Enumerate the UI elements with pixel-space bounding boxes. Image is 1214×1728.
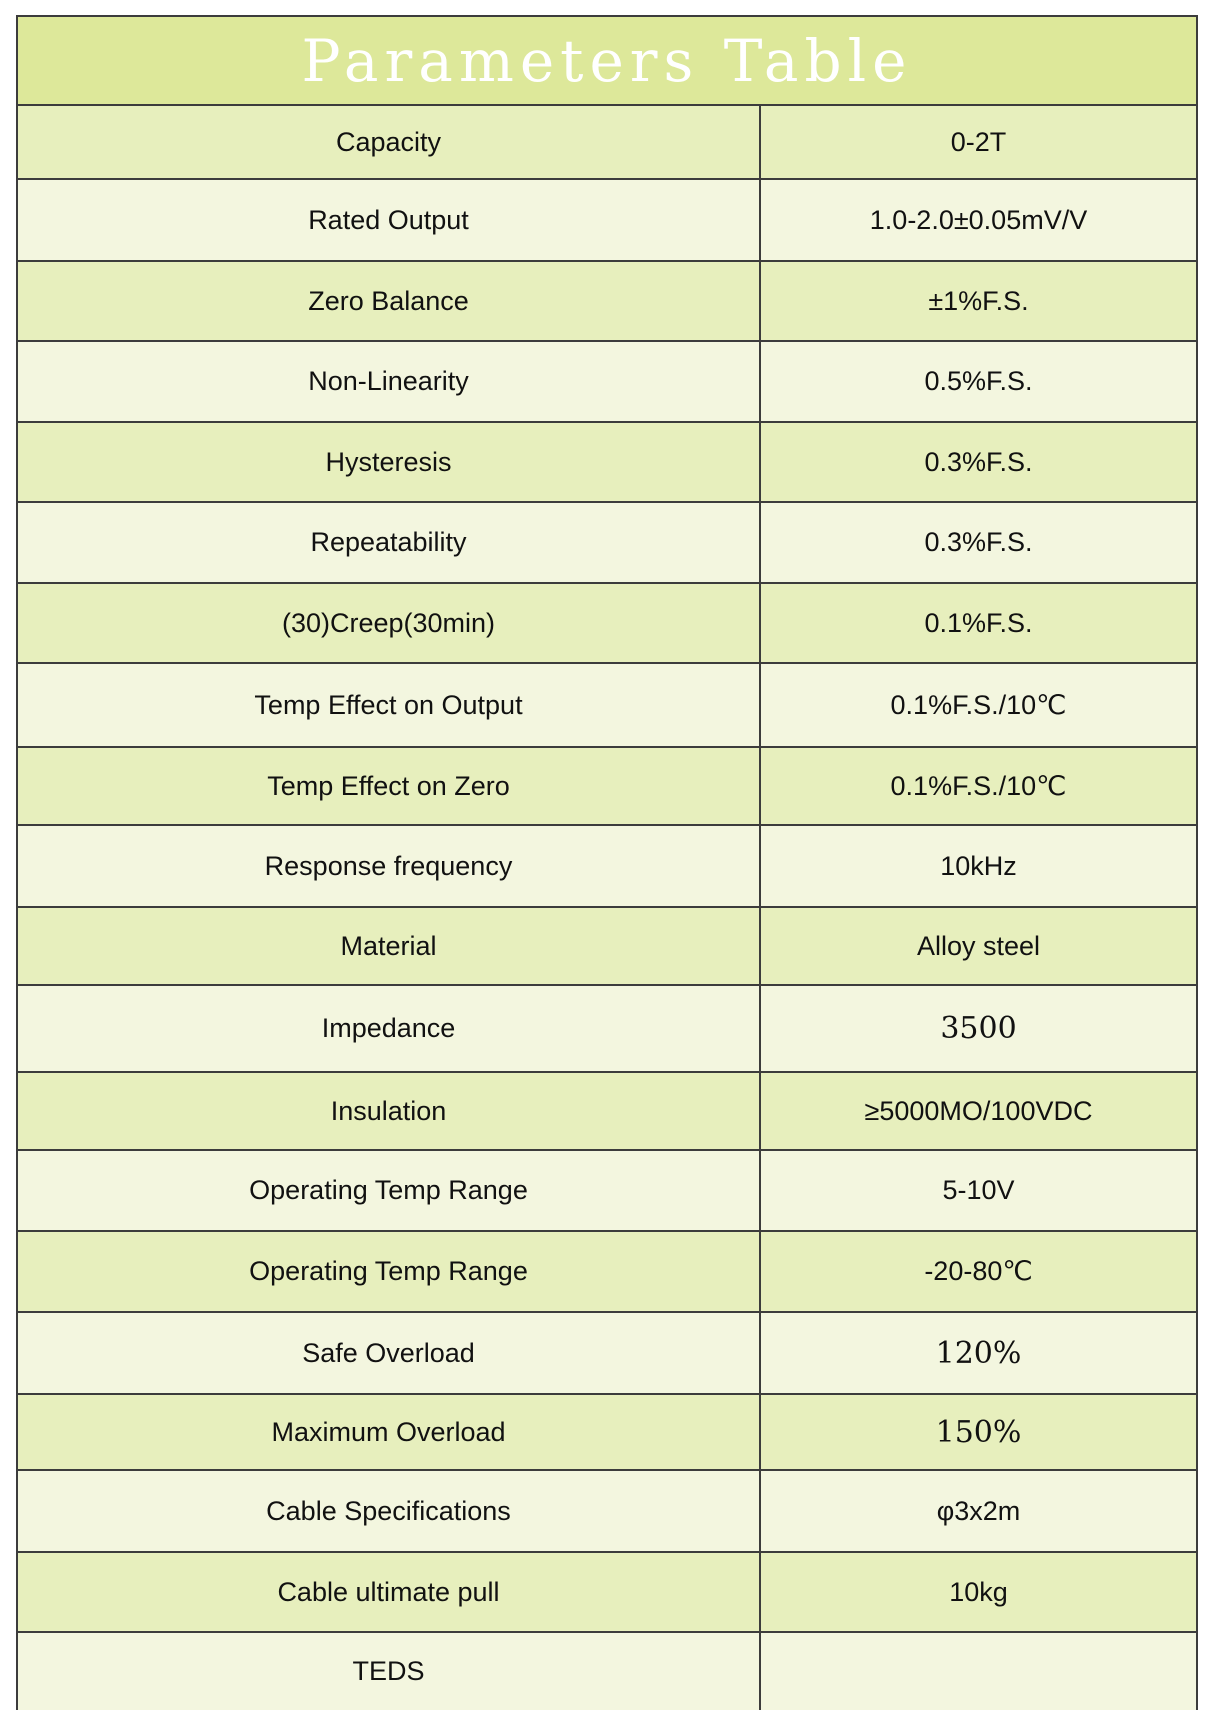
- parameter-value: 120%: [760, 1312, 1196, 1394]
- parameter-name: Non-Linearity: [18, 341, 760, 422]
- parameter-name: Temp Effect on Output: [18, 663, 760, 747]
- table-row: [18, 1312, 1196, 1394]
- parameter-value: 3500: [760, 985, 1196, 1072]
- parameter-name: Cable ultimate pull: [18, 1552, 760, 1632]
- parameter-name: Rated Output: [18, 179, 760, 261]
- parameter-name: Temp Effect on Zero: [18, 747, 760, 825]
- table-row: [18, 747, 1196, 825]
- parameter-value: 0-2T: [760, 106, 1196, 179]
- parameter-name: Response frequency: [18, 825, 760, 907]
- table-row: [18, 1632, 1196, 1710]
- parameter-name: Insulation: [18, 1072, 760, 1150]
- parameter-name: Operating Temp Range: [18, 1231, 760, 1312]
- table-row: [18, 1072, 1196, 1150]
- table-row: [18, 825, 1196, 907]
- parameter-name: Zero Balance: [18, 261, 760, 341]
- table-row: [18, 106, 1196, 179]
- parameter-value: -20-80℃: [760, 1231, 1196, 1312]
- parameter-value: 5-10V: [760, 1150, 1196, 1231]
- table-row: [18, 1470, 1196, 1552]
- parameter-name: Hysteresis: [18, 422, 760, 502]
- parameter-name: Impedance: [18, 985, 760, 1072]
- parameter-value: ≥5000MO/100VDC: [760, 1072, 1196, 1150]
- parameter-name: Capacity: [18, 106, 760, 179]
- parameter-value: 0.1%F.S./10℃: [760, 747, 1196, 825]
- parameter-value: 10kg: [760, 1552, 1196, 1632]
- parameter-value: [760, 1632, 1196, 1710]
- parameters-rows: [18, 106, 1196, 1710]
- table-row: [18, 1552, 1196, 1632]
- table-row: [18, 907, 1196, 985]
- table-row: [18, 261, 1196, 341]
- table-row: [18, 179, 1196, 261]
- parameter-value: 0.1%F.S./10℃: [760, 663, 1196, 747]
- table-row: [18, 1231, 1196, 1312]
- parameter-value: 0.1%F.S.: [760, 583, 1196, 663]
- table-row: [18, 341, 1196, 422]
- parameter-value: 1.0-2.0±0.05mV/V: [760, 179, 1196, 261]
- parameter-value: 0.5%F.S.: [760, 341, 1196, 422]
- parameter-value: 10kHz: [760, 825, 1196, 907]
- parameters-grid: [18, 106, 1196, 1710]
- parameter-name: Maximum Overload: [18, 1394, 760, 1470]
- parameter-value: 0.3%F.S.: [760, 502, 1196, 583]
- table-row: [18, 583, 1196, 663]
- parameter-name: Material: [18, 907, 760, 985]
- table-row: [18, 985, 1196, 1072]
- table-title: Parameters Table: [301, 26, 913, 95]
- parameter-name: (30)Creep(30min): [18, 583, 760, 663]
- parameter-name: TEDS: [18, 1632, 760, 1710]
- parameter-value: 150%: [760, 1394, 1196, 1470]
- parameters-table: [16, 15, 1198, 1710]
- parameter-name: Repeatability: [18, 502, 760, 583]
- table-row: [18, 422, 1196, 502]
- parameter-value: φ3x2m: [760, 1470, 1196, 1552]
- parameter-value: 0.3%F.S.: [760, 422, 1196, 502]
- table-row: [18, 502, 1196, 583]
- parameter-name: Safe Overload: [18, 1312, 760, 1394]
- parameter-name: Operating Temp Range: [18, 1150, 760, 1231]
- parameter-name: Cable Specifications: [18, 1470, 760, 1552]
- parameter-value: ±1%F.S.: [760, 261, 1196, 341]
- parameter-value: Alloy steel: [760, 907, 1196, 985]
- table-row: [18, 1394, 1196, 1470]
- table-title-bar: [18, 17, 1196, 106]
- table-row: [18, 663, 1196, 747]
- table-row: [18, 1150, 1196, 1231]
